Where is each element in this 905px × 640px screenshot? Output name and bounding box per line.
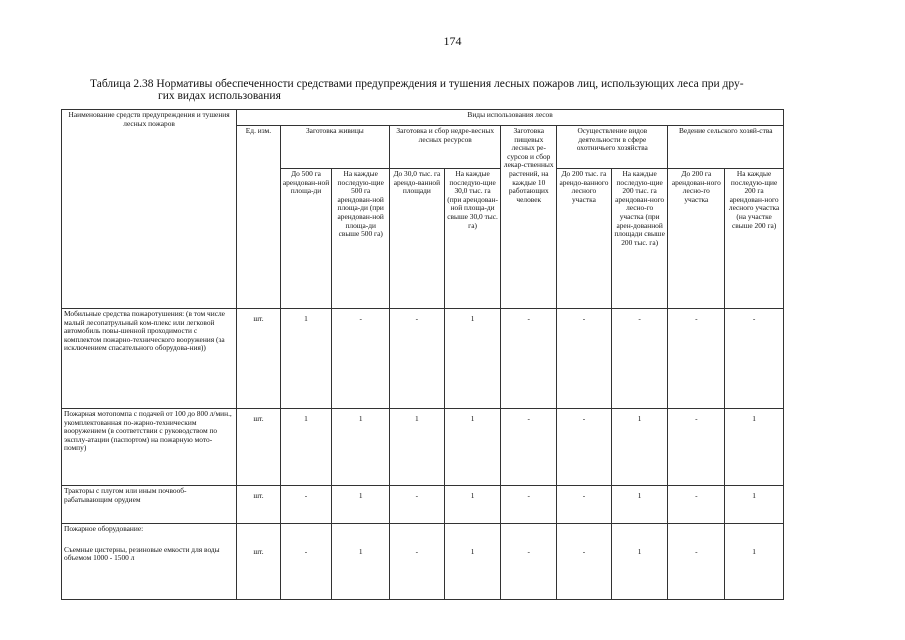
cell: - (501, 409, 557, 486)
cell: - (557, 524, 612, 600)
subheader-7: До 200 га арендован-ного лесно-го участка (668, 169, 725, 309)
subheader-6: На каждые последую-щие 200 тыс. га арендован-ного лесно-го участка (при арен-дованной площади свыше 200 тыс. га) (611, 169, 668, 309)
cell: - (390, 524, 445, 600)
page-number: 174 (443, 34, 462, 48)
cell: 1 (444, 409, 501, 486)
cell: - (280, 486, 332, 524)
cell: 1 (611, 524, 668, 600)
caption-line-2: гих видах использования (158, 90, 281, 102)
row-unit: шт. (237, 524, 281, 600)
subheader-2: На каждые последую-щие 500 га арендован-ной площа-ди (при арендован-ной площа-ди свыше 500 га) (332, 169, 390, 309)
cell: 1 (725, 409, 784, 486)
cell: 1 (444, 524, 501, 600)
cell: - (557, 409, 612, 486)
cell: - (501, 309, 557, 409)
cell: 1 (725, 524, 784, 600)
cell: - (668, 486, 725, 524)
table-row (62, 486, 784, 524)
cell: - (557, 309, 612, 409)
cell: 1 (332, 409, 390, 486)
cell: - (668, 524, 725, 600)
row-unit: шт. (237, 309, 281, 409)
cell: 1 (390, 409, 445, 486)
cell: 1 (444, 309, 501, 409)
cell: 1 (611, 486, 668, 524)
row-unit: шт. (237, 409, 281, 486)
cell: - (501, 486, 557, 524)
cell: - (668, 309, 725, 409)
header-name: Наименование средств предупреждения и тушения лесных пожаров (62, 110, 237, 309)
cell: - (725, 309, 784, 409)
cell: 1 (444, 486, 501, 524)
cell: 1 (611, 409, 668, 486)
subheader-5: До 200 тыс. га арендо-ванного лесного участка (557, 169, 612, 309)
cell: 1 (280, 409, 332, 486)
header-group: Виды использования лесов (237, 110, 784, 126)
caption-line-1: Таблица 2.38 Нормативы обеспеченности средствами предупреждения и тушения лесных пожаров лиц, использующих леса при дру- (90, 78, 744, 90)
subheader-4: На каждые последую-щие 30,0 тыс. га (при арендован-ной площа-ди свыше 30,0 тыс. га) (444, 169, 501, 309)
cell: 1 (280, 309, 332, 409)
table-row (62, 524, 784, 600)
header-agriculture: Ведение сельского хозяй-ства (668, 126, 784, 169)
row-name-heading: Пожарное оборудование: (64, 524, 144, 533)
cell: - (280, 524, 332, 600)
cell: 1 (332, 524, 390, 600)
cell: - (611, 309, 668, 409)
subheader-8: На каждые последую-щие 200 га арендован-ного лесного участка (на участке свыше 200 га) (725, 169, 784, 309)
table-caption (90, 78, 835, 102)
cell: 1 (725, 486, 784, 524)
row-name-sub: Съемные цистерны, резиновые емкости для воды объемом 1000 - 1500 л (64, 544, 220, 563)
cell: - (501, 524, 557, 600)
row-name: Мобильные средства пожаротушения: (в том числе малый лесопатрульный ком-плекс или легковой автомобиль повы-шенной проходимости с комплектом пожарно-технического вооружения (за исключением спасательного оборудова-ния)) (62, 309, 237, 409)
row-unit: шт. (237, 486, 281, 524)
norms-table (61, 109, 784, 600)
cell: - (390, 486, 445, 524)
cell: 1 (332, 486, 390, 524)
header-hunting: Осуществление видов деятельности в сфере охотничьего хозяйства (557, 126, 668, 169)
header-unit: Ед. изм. (237, 126, 281, 309)
header-resin: Заготовка живицы (280, 126, 389, 169)
subheader-3: До 30,0 тыс. га арендо-ванной площади (390, 169, 445, 309)
subheader-1: До 500 га арендован-ной площа-ди (280, 169, 332, 309)
header-nonwood: Заготовка и сбор недре-весных лесных ресурсов (390, 126, 501, 169)
header-food: Заготовка пищевых лесных ре-сурсов и сбор лекар-ственных растений, на каждые 10 работающих человек (501, 126, 557, 309)
row-name (62, 524, 237, 600)
cell: - (557, 486, 612, 524)
table-row (62, 309, 784, 409)
cell: - (332, 309, 390, 409)
row-name: Тракторы с плугом или иным почвооб-рабатывающим орудием (62, 486, 237, 524)
cell: - (668, 409, 725, 486)
table-row (62, 409, 784, 486)
row-name: Пожарная мотопомпа с подачей от 100 до 800 л/мин., укомплектованная по-жарно-техническим вооружением (в соответствии с руководством по эксплу-атации (паспортом) на пожарную мото-помпу) (62, 409, 237, 486)
cell: - (390, 309, 445, 409)
